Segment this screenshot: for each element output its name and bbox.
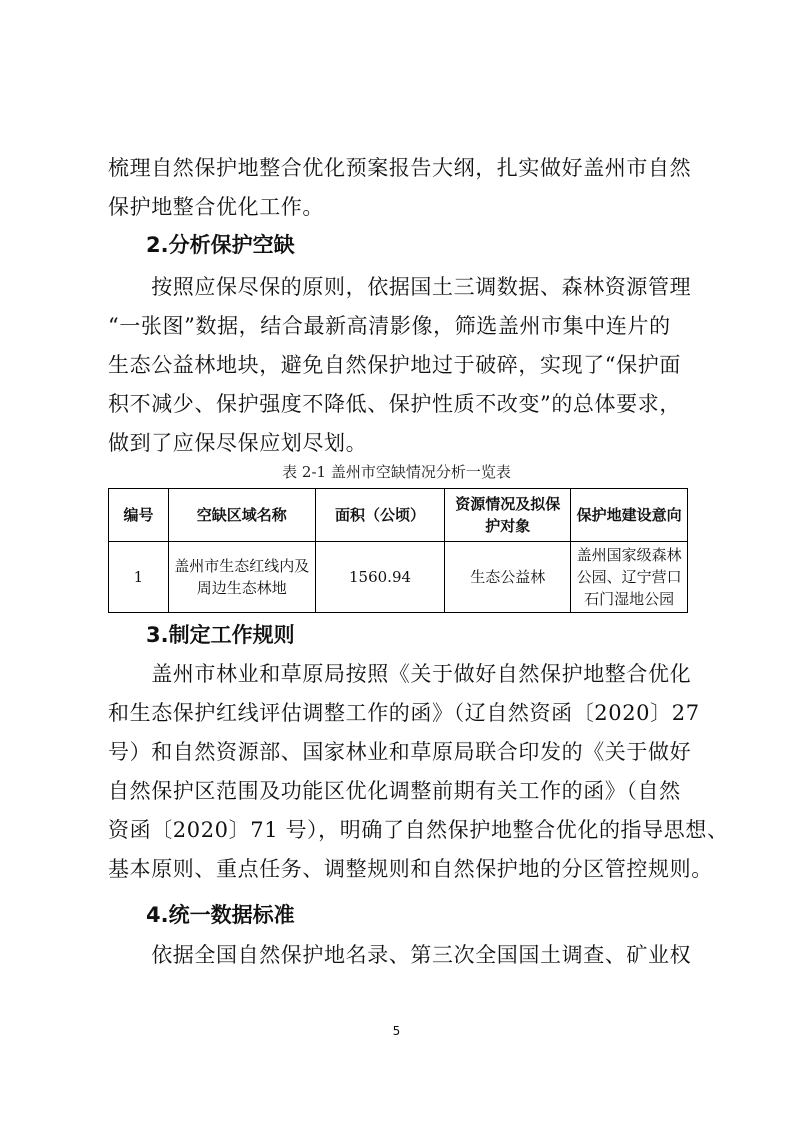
text-line: 自然保护区范围及功能区优化调整前期有关工作的函》（自然 [108, 779, 681, 803]
text-line: 资函〔2020〕71 号），明确了自然保护地整合优化的指导思想、 [108, 818, 729, 842]
section-heading-work-rules: 3.制定工作规则 [146, 623, 295, 647]
gap-analysis-table [108, 488, 688, 613]
text-line: 积不减少、保护强度不降低、保护性质不改变”的总体要求， [108, 392, 681, 416]
section-heading-data-standard: 4.统一数据标准 [146, 903, 295, 927]
text-line: 按照应保尽保的原则，依据国土三调数据、森林资源管理 [108, 275, 692, 299]
cell-no: 1 [109, 542, 169, 613]
paragraph-work-rules [108, 655, 729, 889]
paragraph-gap-analysis [108, 268, 692, 463]
page-number: 5 [392, 1024, 401, 1038]
cell-resource: 生态公益林 [445, 542, 571, 613]
text-line: 保护地整合优化工作。 [108, 195, 324, 219]
column-header-no: 编号 [109, 489, 169, 542]
text-line: 基本原则、重点任务、调整规则和自然保护地的分区管控规则。 [108, 857, 713, 881]
table-header-row [109, 489, 688, 542]
cell-area-name: 盖州市生态红线内及周边生态林地 [168, 542, 315, 613]
text-line: 生态公益林地块，避免自然保护地过于破碎，实现了“保护面 [108, 353, 681, 377]
text-line: 依据全国自然保护地名录、第三次全国国土调查、矿业权 [108, 943, 692, 967]
text-line: 梳理自然保护地整合优化预案报告大纲，扎实做好盖州市自然 [108, 156, 692, 180]
paragraph-intro [108, 149, 692, 227]
column-header-area-name: 空缺区域名称 [168, 489, 315, 542]
table-row [109, 542, 688, 613]
text-line: 和生态保护红线评估调整工作的函》（辽自然资函〔2020〕27 [108, 701, 700, 725]
text-line: “一张图”数据，结合最新高清影像，筛选盖州市集中连片的 [108, 314, 671, 338]
table-caption: 表 2-1 盖州市空缺情况分析一览表 [282, 463, 511, 481]
text-line: 盖州市林业和草原局按照《关于做好自然保护地整合优化 [108, 662, 692, 686]
cell-intent: 盖州国家级森林公园、辽宁营口石门湿地公园 [571, 542, 688, 613]
section-heading-gap-analysis: 2.分析保护空缺 [146, 233, 295, 257]
text-line: 做到了应保尽保应划尽划。 [108, 431, 368, 455]
paragraph-data-standard [108, 936, 692, 975]
cell-area: 1560.94 [315, 542, 445, 613]
column-header-intent: 保护地建设意向 [571, 489, 688, 542]
text-line: 号）和自然资源部、国家林业和草原局联合印发的《关于做好 [108, 740, 692, 764]
column-header-area: 面积（公顷） [315, 489, 445, 542]
column-header-resource: 资源情况及拟保护对象 [445, 489, 571, 542]
